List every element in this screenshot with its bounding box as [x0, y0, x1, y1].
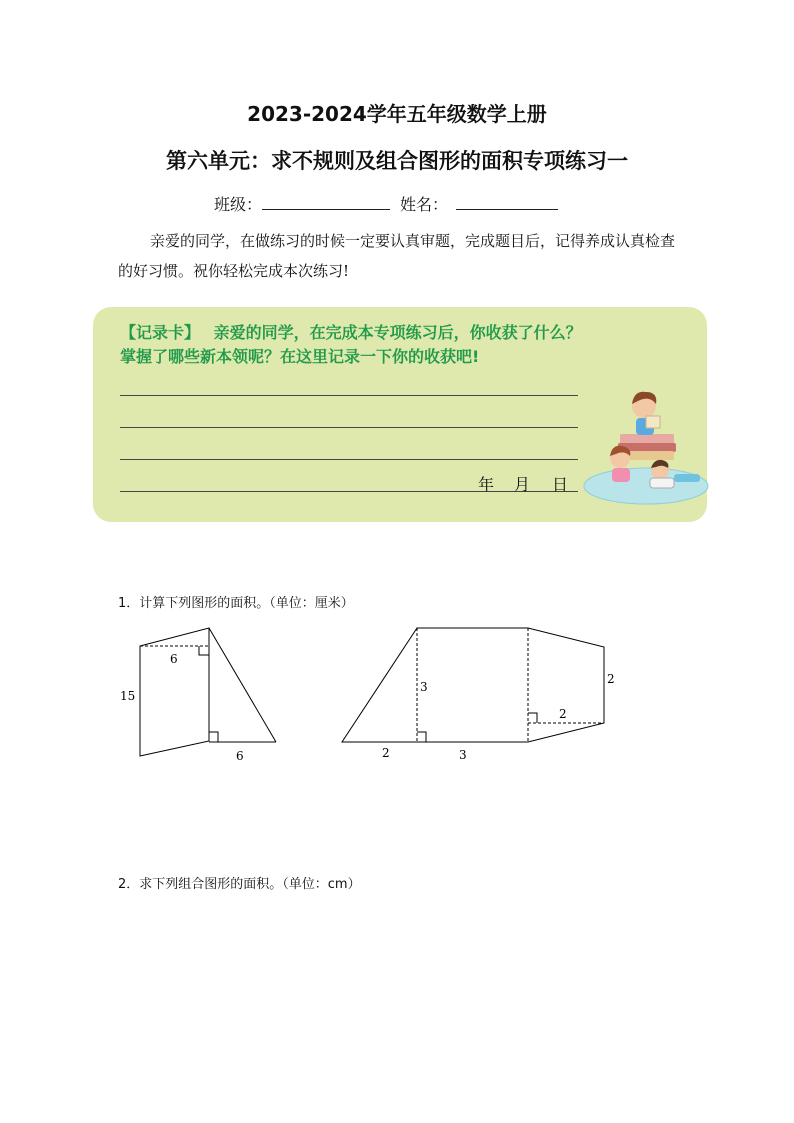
- figure-2-diagram: [330, 620, 630, 770]
- page-subtitle: 第六单元：求不规则及组合图形的面积专项练习一: [166, 149, 628, 173]
- record-line-4[interactable]: [120, 491, 578, 492]
- name-field[interactable]: [456, 208, 558, 210]
- record-line-3[interactable]: [120, 459, 578, 460]
- reading-kids-illustration: [580, 388, 714, 508]
- date-year: 年: [478, 475, 495, 494]
- figure-2-label-base-left: 2: [382, 746, 390, 760]
- question-1: 1．计算下列图形的面积。（单位：厘米）: [118, 596, 354, 611]
- record-card-line-1: 【记录卡】 亲爱的同学，在完成本专项练习后，你收获了什么？: [120, 323, 582, 342]
- question-2: 2．求下列组合图形的面积。（单位：cm）: [118, 877, 361, 892]
- name-label: 姓名：: [400, 195, 449, 214]
- date-day: 日: [552, 475, 569, 494]
- figure-1-label-left: 15: [120, 689, 136, 703]
- figure-2-label-inner: 2: [559, 707, 567, 721]
- record-line-2[interactable]: [120, 427, 578, 428]
- class-label: 班级：: [214, 195, 263, 214]
- record-line-1[interactable]: [120, 395, 578, 396]
- figure-2-label-base-right: 3: [459, 748, 467, 762]
- class-field[interactable]: [262, 208, 390, 210]
- figure-2-label-right: 2: [607, 672, 615, 686]
- page-title: 2023-2024学年五年级数学上册: [247, 102, 547, 126]
- record-card-line-2: 掌握了哪些新本领呢？在这里记录一下你的收获吧!: [120, 347, 480, 366]
- figure-1-label-top: 6: [170, 652, 178, 666]
- figure-1-label-bottom: 6: [236, 749, 244, 763]
- figure-1-diagram: [110, 620, 300, 770]
- figure-2-label-height: 3: [420, 680, 428, 694]
- intro-text: 亲爱的同学，在做练习的时候一定要认真审题，完成题目后，记得养成认真检查的好习惯。祝你轻松完成本次练习!: [118, 232, 676, 280]
- date-month: 月: [514, 475, 531, 494]
